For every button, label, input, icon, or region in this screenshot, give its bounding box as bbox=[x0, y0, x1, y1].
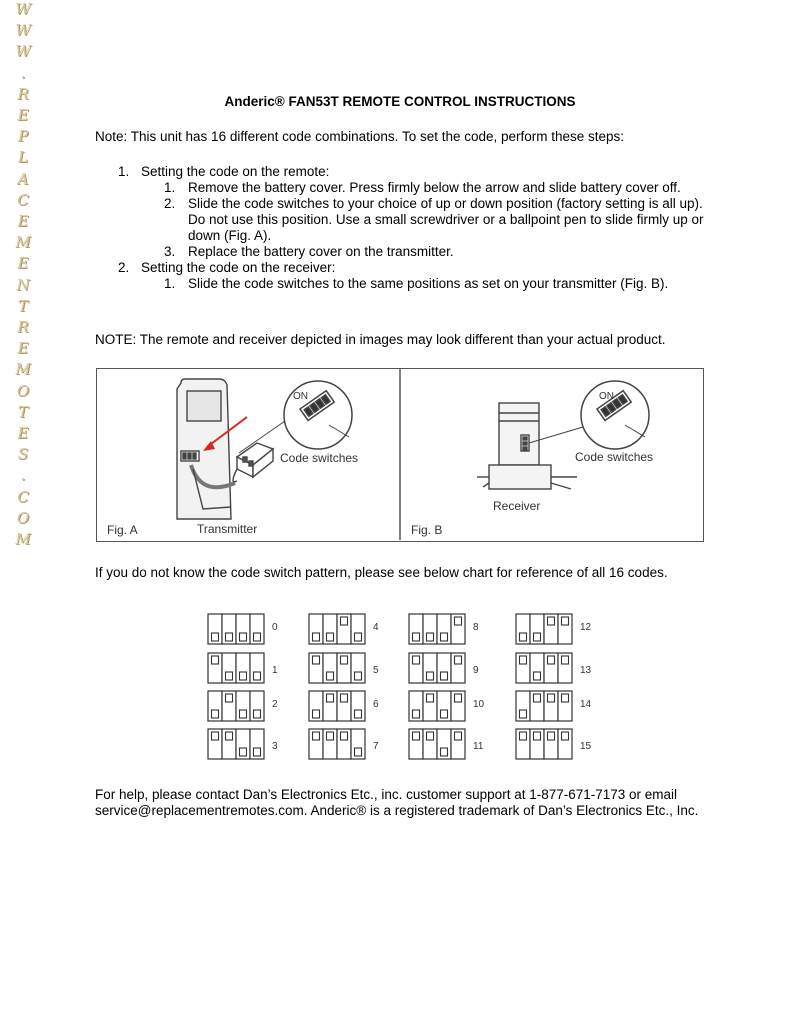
watermark-char: . bbox=[20, 466, 26, 485]
code-switch-block bbox=[208, 691, 278, 721]
switch-knob-up bbox=[548, 732, 555, 740]
switch-knob-down bbox=[355, 633, 362, 641]
switch-knob-up bbox=[226, 694, 233, 702]
switch-knob-up bbox=[548, 694, 555, 702]
watermark-char: A bbox=[17, 169, 29, 188]
switch-knob-down bbox=[254, 633, 261, 641]
callout-text-a: Code switches bbox=[280, 451, 359, 465]
watermark-char: M bbox=[15, 360, 31, 379]
switch-knob-up bbox=[455, 617, 462, 625]
switch-knob-down bbox=[520, 633, 527, 641]
substep-item bbox=[164, 196, 718, 244]
step-item bbox=[118, 164, 718, 260]
watermark-char: E bbox=[17, 254, 29, 273]
code-number-label: 15 bbox=[580, 741, 592, 752]
callout-on-label-b: ON bbox=[599, 391, 614, 402]
watermark-char: R bbox=[17, 84, 29, 103]
switch-knob-down bbox=[441, 672, 448, 680]
watermark-char: N bbox=[16, 275, 30, 294]
code-switch-callout-b bbox=[529, 381, 649, 449]
code-switch-block bbox=[208, 653, 278, 683]
watermark-char: R bbox=[17, 318, 29, 336]
code-number-label: 7 bbox=[373, 741, 379, 752]
switch-knob-up bbox=[341, 617, 348, 625]
switch-knob-down bbox=[212, 633, 219, 641]
code-number-label: 4 bbox=[373, 622, 379, 633]
substep-item bbox=[164, 180, 718, 196]
switch-knob-up bbox=[341, 732, 348, 740]
switch-knob-up bbox=[226, 732, 233, 740]
code-number-label: 12 bbox=[580, 622, 592, 633]
code-switch-block bbox=[516, 614, 592, 644]
code-number-label: 1 bbox=[272, 665, 278, 676]
switch-knob-down bbox=[413, 633, 420, 641]
substep-item bbox=[164, 276, 718, 292]
document-title: Anderic® FAN53T REMOTE CONTROL INSTRUCTIONS bbox=[224, 94, 576, 109]
switch-knob-down bbox=[441, 748, 448, 756]
watermark-char: P bbox=[17, 127, 29, 146]
switch-knob-up bbox=[562, 732, 569, 740]
watermark-char: O bbox=[16, 381, 30, 400]
watermark-char: T bbox=[17, 296, 28, 315]
watermark-char: S bbox=[17, 445, 29, 464]
substep-number: 2. bbox=[164, 196, 176, 211]
code-switch-block bbox=[309, 729, 379, 759]
substep-item bbox=[164, 244, 718, 260]
watermark-char: C bbox=[17, 487, 29, 506]
switch-knob-down bbox=[254, 672, 261, 680]
chart-intro: If you do not know the code switch pattern, please see below chart for reference of all 16 codes. bbox=[95, 565, 668, 580]
switch-knob-down bbox=[226, 672, 233, 680]
code-number-label: 6 bbox=[373, 699, 379, 710]
website-watermark bbox=[8, 0, 38, 560]
fig-a-caption: Transmitter bbox=[197, 522, 258, 536]
switch-knob-up bbox=[455, 694, 462, 702]
switch-knob-up bbox=[341, 694, 348, 702]
watermark-char: W bbox=[15, 42, 31, 61]
watermark-char: L bbox=[18, 148, 28, 167]
switch-knob-down bbox=[534, 633, 541, 641]
switch-knob-up bbox=[413, 656, 420, 664]
step-number: 1. bbox=[118, 164, 130, 179]
watermark-char: E bbox=[17, 212, 29, 230]
switch-knob-up bbox=[520, 732, 527, 740]
note-intro: Note: This unit has 16 different code combinations. To set the code, perform these steps: bbox=[95, 129, 625, 144]
switch-knob-up bbox=[534, 732, 541, 740]
code-number-label: 5 bbox=[373, 665, 379, 676]
fig-b-caption: Receiver bbox=[493, 499, 541, 513]
battery-cover-drawing bbox=[233, 443, 273, 482]
watermark-char: M bbox=[15, 530, 31, 548]
switch-knob-down bbox=[240, 748, 247, 756]
callout-on-label-a: ON bbox=[293, 391, 308, 402]
code-switch-block bbox=[309, 691, 379, 721]
switch-knob-up bbox=[548, 617, 555, 625]
switch-knob-down bbox=[313, 710, 320, 718]
code-number-label: 14 bbox=[580, 699, 592, 710]
callout-text-b: Code switches bbox=[575, 450, 654, 464]
switch-knob-up bbox=[562, 617, 569, 625]
watermark-char: E bbox=[17, 339, 29, 358]
watermark-char: C bbox=[17, 190, 29, 209]
switch-knob-up bbox=[313, 732, 320, 740]
switch-knob-down bbox=[254, 710, 261, 718]
code-number-label: 11 bbox=[473, 741, 484, 752]
switch-knob-up bbox=[548, 656, 555, 664]
fig-a-label: Fig. A bbox=[107, 523, 138, 537]
watermark-char: W bbox=[15, 0, 31, 18]
code-number-label: 2 bbox=[272, 699, 278, 710]
switch-knob-up bbox=[212, 656, 219, 664]
code-number-label: 13 bbox=[580, 665, 592, 676]
switch-knob-down bbox=[240, 710, 247, 718]
substep-text: Replace the battery cover on the transmitter. bbox=[188, 244, 454, 259]
switch-knob-down bbox=[427, 672, 434, 680]
switch-knob-down bbox=[327, 633, 334, 641]
code-switch-block bbox=[409, 691, 485, 721]
substep-number: 1. bbox=[164, 180, 176, 195]
help-text: For help, please contact Dan’s Electronics Etc., inc. customer support at 1-877-671-7173 or email service@replacementremotes.com. Anderic® is a registered trademark of Dan’s Electronics Etc., Inc. bbox=[95, 787, 699, 818]
code-switch-block bbox=[516, 653, 592, 683]
code-number-label: 0 bbox=[272, 622, 278, 633]
switch-knob-up bbox=[413, 732, 420, 740]
switch-knob-down bbox=[441, 710, 448, 718]
step-number: 2. bbox=[118, 260, 130, 275]
switch-knob-down bbox=[240, 633, 247, 641]
figures-panel bbox=[96, 368, 704, 542]
substep-number: 3. bbox=[164, 244, 176, 259]
switch-knob-down bbox=[355, 672, 362, 680]
substeps-list bbox=[141, 180, 718, 260]
switch-knob-up bbox=[427, 694, 434, 702]
code-switch-block bbox=[516, 691, 592, 721]
switch-knob-down bbox=[240, 672, 247, 680]
switch-knob-down bbox=[534, 672, 541, 680]
switch-knob-down bbox=[226, 633, 233, 641]
switch-knob-down bbox=[355, 710, 362, 718]
step-text: Setting the code on the remote: bbox=[141, 164, 330, 179]
switch-knob-up bbox=[327, 732, 334, 740]
note-images: NOTE: The remote and receiver depicted in images may look different than your actual product. bbox=[95, 332, 666, 347]
code-switch-block bbox=[409, 653, 479, 683]
substep-text: Slide the code switches to your choice of up or down position (factory setting is all up). Do not use this position. Use a small screwdriver or a ballpoint pen to slide firmly up or down (Fig. A). bbox=[188, 196, 704, 243]
step-item bbox=[118, 260, 718, 292]
switch-knob-down bbox=[427, 633, 434, 641]
switch-knob-up bbox=[455, 656, 462, 664]
watermark-char: O bbox=[16, 508, 30, 527]
code-switch-block bbox=[309, 653, 379, 683]
switch-knob-down bbox=[520, 710, 527, 718]
switch-knob-up bbox=[562, 694, 569, 702]
substep-text: Slide the code switches to the same positions as set on your transmitter (Fig. B). bbox=[188, 276, 669, 291]
code-number-label: 10 bbox=[473, 699, 485, 710]
substep-text: Remove the battery cover. Press firmly below the arrow and slide battery cover off. bbox=[188, 180, 681, 195]
steps-list bbox=[118, 164, 718, 292]
switch-knob-down bbox=[441, 633, 448, 641]
code-switch-block bbox=[309, 614, 379, 644]
code-switch-chart bbox=[200, 598, 620, 768]
code-number-label: 9 bbox=[473, 665, 479, 676]
code-number-label: 3 bbox=[272, 741, 278, 752]
substeps-list bbox=[141, 276, 718, 292]
switch-knob-up bbox=[327, 694, 334, 702]
switch-knob-up bbox=[562, 656, 569, 664]
watermark-char: M bbox=[15, 233, 31, 252]
switch-knob-down bbox=[254, 748, 261, 756]
step-text: Setting the code on the receiver: bbox=[141, 260, 336, 275]
switch-knob-up bbox=[341, 656, 348, 664]
watermark-char: E bbox=[17, 106, 29, 124]
switch-knob-up bbox=[534, 694, 541, 702]
code-switch-block bbox=[409, 729, 484, 759]
switch-knob-down bbox=[355, 748, 362, 756]
switch-knob-up bbox=[520, 656, 527, 664]
switch-knob-down bbox=[413, 710, 420, 718]
watermark-char: E bbox=[17, 424, 29, 442]
watermark-char: W bbox=[15, 21, 31, 40]
fig-b-label: Fig. B bbox=[411, 523, 443, 537]
code-number-label: 8 bbox=[473, 622, 479, 633]
substep-number: 1. bbox=[164, 276, 176, 291]
switch-knob-up bbox=[313, 656, 320, 664]
switch-knob-down bbox=[313, 633, 320, 641]
code-switch-block bbox=[516, 729, 592, 759]
switch-knob-up bbox=[212, 732, 219, 740]
switch-knob-down bbox=[327, 672, 334, 680]
code-switch-block bbox=[409, 614, 479, 644]
switch-knob-down bbox=[212, 710, 219, 718]
watermark-char: . bbox=[20, 63, 26, 82]
switch-knob-up bbox=[427, 732, 434, 740]
switch-knob-up bbox=[455, 732, 462, 740]
watermark-char: T bbox=[17, 402, 28, 421]
code-switch-block bbox=[208, 614, 278, 644]
code-switch-block bbox=[208, 729, 278, 759]
receiver-drawing bbox=[477, 403, 577, 489]
